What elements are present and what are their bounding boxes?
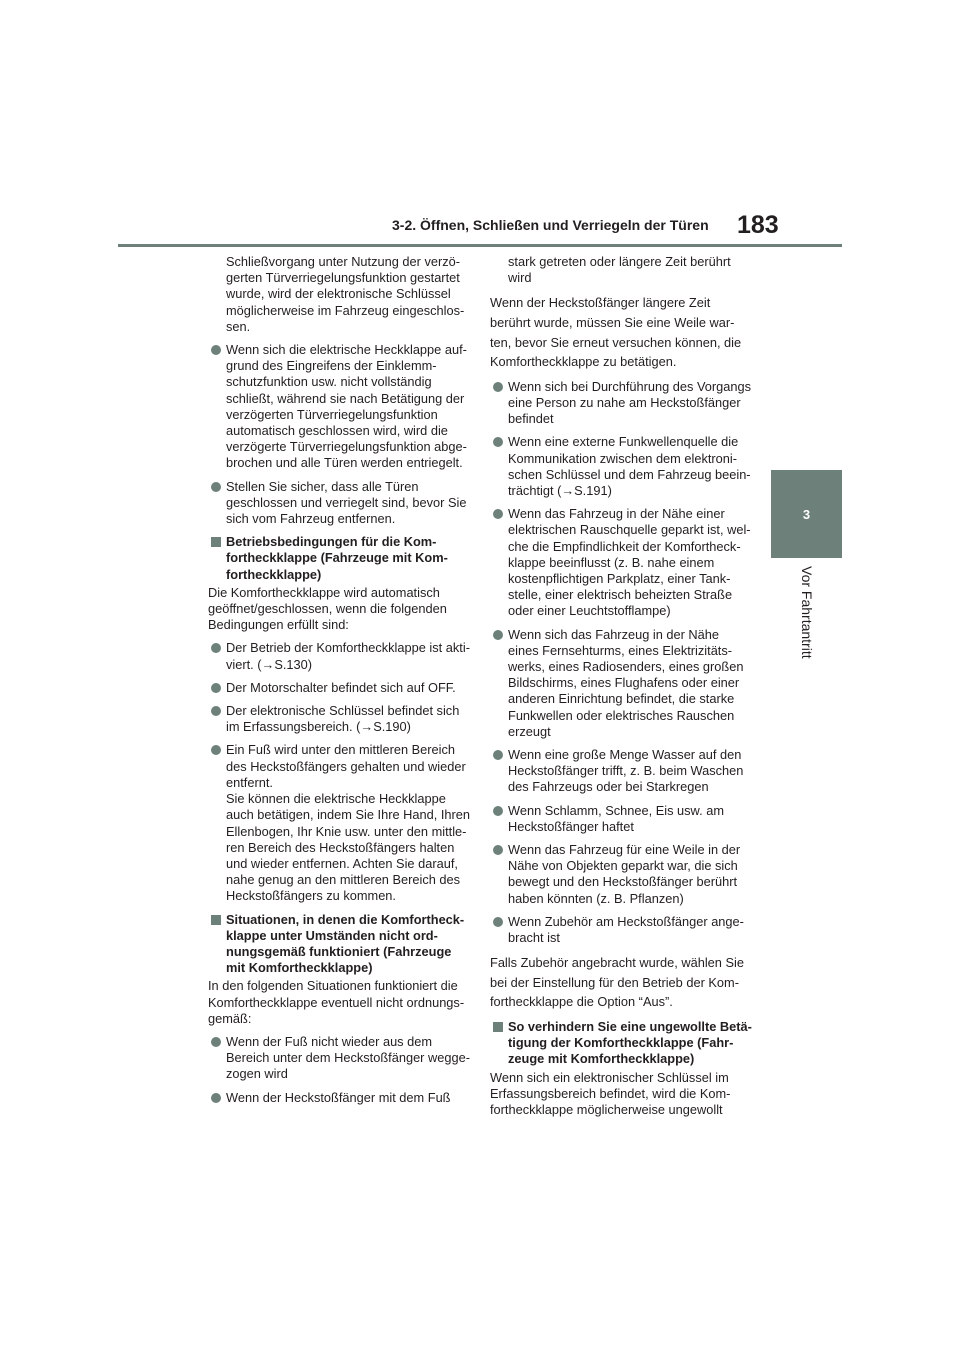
bullet-text: Wenn sich das Fahrzeug in der Nähe eines Fernsehturms, eines Elektrizitäts- werks, eines Radiosenders, eines großen Bildschirms, eines Flughafens oder einer anderen Einrichtung befindet, die starke Funkwellen oder elektrisches Rauschen erzeugt — [508, 626, 744, 739]
bullet-item — [490, 379, 752, 428]
bullet-item — [490, 803, 752, 835]
bullet-text: Wenn eine große Menge Wasser auf den Heckstoßfänger trifft, z. B. beim Waschen des Fahrzeugs oder bei Starkregen — [508, 747, 744, 795]
bullet-text: Wenn eine externe Funkwellenquelle die Kommunikation zwischen dem elektroni- schen Schlüssel und dem Fahrzeug beein- trächtigt (→S.191) — [508, 434, 751, 498]
bullet-item — [490, 434, 752, 499]
bullet-text: Wenn sich bei Durchführung des Vorgangs eine Person zu nahe am Heckstoßfänger befindet — [508, 378, 752, 427]
bullet-text: Wenn Schlamm, Schnee, Eis usw. am Heckstoßfänger haftet — [508, 802, 724, 834]
bullet-dot-icon — [211, 1093, 221, 1103]
page-header-title: 3-2. Öffnen, Schließen und Verriegeln der Türen — [392, 217, 709, 233]
section-heading-text: Betriebsbedingungen für die Kom- fortheckklappe (Fahrzeuge mit Kom- fortheckklappe) — [226, 534, 448, 582]
bullet-item — [208, 703, 470, 735]
chapter-title: Vor Fahrtantritt — [799, 566, 815, 659]
bullet-text: Wenn der Heckstoßfänger mit dem Fuß — [226, 1089, 451, 1105]
bullet-item — [490, 506, 752, 619]
bullet-text: Der Betrieb der Komfortheckklappe ist akti- viert. (→S.130) — [226, 640, 470, 672]
bullet-dot-icon — [493, 806, 503, 816]
chapter-number: 3 — [802, 506, 811, 522]
bullet-dot-icon — [211, 706, 221, 716]
bullet-dot-icon — [211, 745, 221, 755]
square-bullet-icon — [211, 915, 221, 925]
bullet-item — [208, 640, 470, 672]
bullet-continuation: stark getreten oder längere Zeit berührt wird — [508, 254, 731, 286]
section-heading — [208, 912, 470, 977]
paragraph-text: Schließvorgang unter Nutzung der verzö- gerten Türverriegelungsfunktion gestartet wurde, wird der elektronische Schlüssel möglicherweise im Fahrzeug eingeschlos- sen. — [226, 254, 465, 334]
section-heading — [490, 1019, 752, 1068]
accessory-note: Falls Zubehör angebracht wurde, wählen Sie bei der Einstellung für den Betrieb der Kom- fortheckklappe die Option “Aus”. — [490, 955, 744, 1010]
bullet-dot-icon — [493, 382, 503, 392]
square-bullet-icon — [493, 1022, 503, 1032]
bullet-item — [490, 627, 752, 740]
right-column — [490, 254, 752, 1125]
bullet-text: Wenn der Fuß nicht wieder aus dem Bereich unter dem Heckstoßfänger wegge- zogen wird — [226, 1033, 470, 1082]
bullet-dot-icon — [211, 683, 221, 693]
section-body: Die Komfortheckklappe wird automatisch geöffnet/geschlossen, wenn die folgenden Bedingungen erfüllt sind: — [208, 584, 447, 633]
bullet-dot-icon — [493, 845, 503, 855]
bullet-text: Der elektronische Schlüssel befindet sich im Erfassungsbereich. (→S.190) — [226, 703, 460, 735]
bullet-item — [490, 914, 752, 946]
section-heading-text: So verhindern Sie eine ungewollte Betä- tigung der Komfortheckklappe (Fahr- zeuge mit Komfortheckklappe) — [508, 1019, 752, 1067]
bullet-dot-icon — [211, 345, 221, 355]
bullet-item — [208, 742, 470, 904]
bullet-dot-icon — [493, 630, 503, 640]
bullet-dot-icon — [493, 917, 503, 927]
bullet-item — [208, 1034, 470, 1083]
section-heading — [208, 534, 470, 583]
bullet-item — [490, 842, 752, 907]
bullet-text: Der Motorschalter befindet sich auf OFF. — [226, 679, 456, 695]
bullet-dot-icon — [211, 482, 221, 492]
bullet-dot-icon — [493, 509, 503, 519]
bullet-text: Ein Fuß wird unter den mittleren Bereich des Heckstoßfängers gehalten und wieder entfernt. Sie können die elektrische Heckklappe auch betätigen, indem Sie Ihre Hand, Ihren Ellenbogen, Ihr Knie usw. unter den mittle- ren Bereich des Heckstoßfängers halten und wieder entfernen. Achten Sie darauf, nahe genug an den mittleren Bereich des Heckstoßfängers zu kommen. — [226, 742, 471, 904]
bullet-item — [208, 1090, 470, 1106]
bullet-text: Wenn Zubehör am Heckstoßfänger ange- bracht ist — [508, 913, 744, 946]
bullet-dot-icon — [493, 750, 503, 760]
bullet-text: Wenn sich die elektrische Heckklappe auf- grund des Eingreifens der Einklemm- schutzfunktion usw. nicht vollständig schließt, während sie nach Betätigung der verzögerten Türverriegelungsfunktion automatisch geschlossen wird, wird die verzögerte Türverriegelungsfunktion abge- brochen und alle Türen werden entriegelt. — [226, 342, 467, 471]
note-paragraph: Wenn der Heckstoßfänger längere Zeit berührt wurde, müssen Sie eine Weile war- ten, bevor Sie erneut versuchen können, die Komfortheckklappe zu betätigen. — [490, 295, 742, 370]
paragraph-continuation — [208, 254, 470, 335]
bullet-text: Wenn das Fahrzeug in der Nähe einer elektrischen Rauschquelle geparkt ist, wel- che die Empfindlichkeit der Komfortheck- klappe beeinflusst (z. B. nahe einem kostenpflichtigen Parkplatz, einer Tank- stelle, einer elektrisch beheizten Straße oder einer Leuchtstofflampe) — [508, 506, 751, 619]
bullet-text: Wenn das Fahrzeug für eine Weile in der Nähe von Objekten geparkt war, die sich bewegt und den Heckstoßfänger berührt haben könnten (z. B. Pflanzen) — [508, 842, 741, 906]
bullet-item — [208, 680, 470, 696]
bullet-text: Stellen Sie sicher, dass alle Türen geschlossen und verriegelt sind, bevor Sie sich vom Fahrzeug entfernen. — [226, 478, 467, 527]
bullet-item — [208, 479, 470, 528]
header-divider — [118, 244, 842, 247]
chapter-tab — [771, 470, 842, 558]
bullet-dot-icon — [211, 1037, 221, 1047]
section-body: In den folgenden Situationen funktioniert die Komfortheckklappe eventuell nicht ordnungs- gemäß: — [208, 978, 465, 1026]
square-bullet-icon — [211, 537, 221, 547]
bullet-item — [208, 342, 470, 472]
section-heading-text: Situationen, in denen die Komfortheck- klappe unter Umständen nicht ord- nungsgemäß funktioniert (Fahrzeuge mit Komfortheckklappe) — [226, 911, 465, 976]
bullet-dot-icon — [211, 643, 221, 653]
bullet-item — [490, 747, 752, 796]
left-column — [208, 254, 470, 1113]
bullet-dot-icon — [493, 437, 503, 447]
page-number: 183 — [737, 211, 779, 239]
section-body: Wenn sich ein elektronischer Schlüssel im Erfassungsbereich befindet, wird die Kom- fortheckklappe möglicherweise ungewollt — [490, 1069, 731, 1118]
